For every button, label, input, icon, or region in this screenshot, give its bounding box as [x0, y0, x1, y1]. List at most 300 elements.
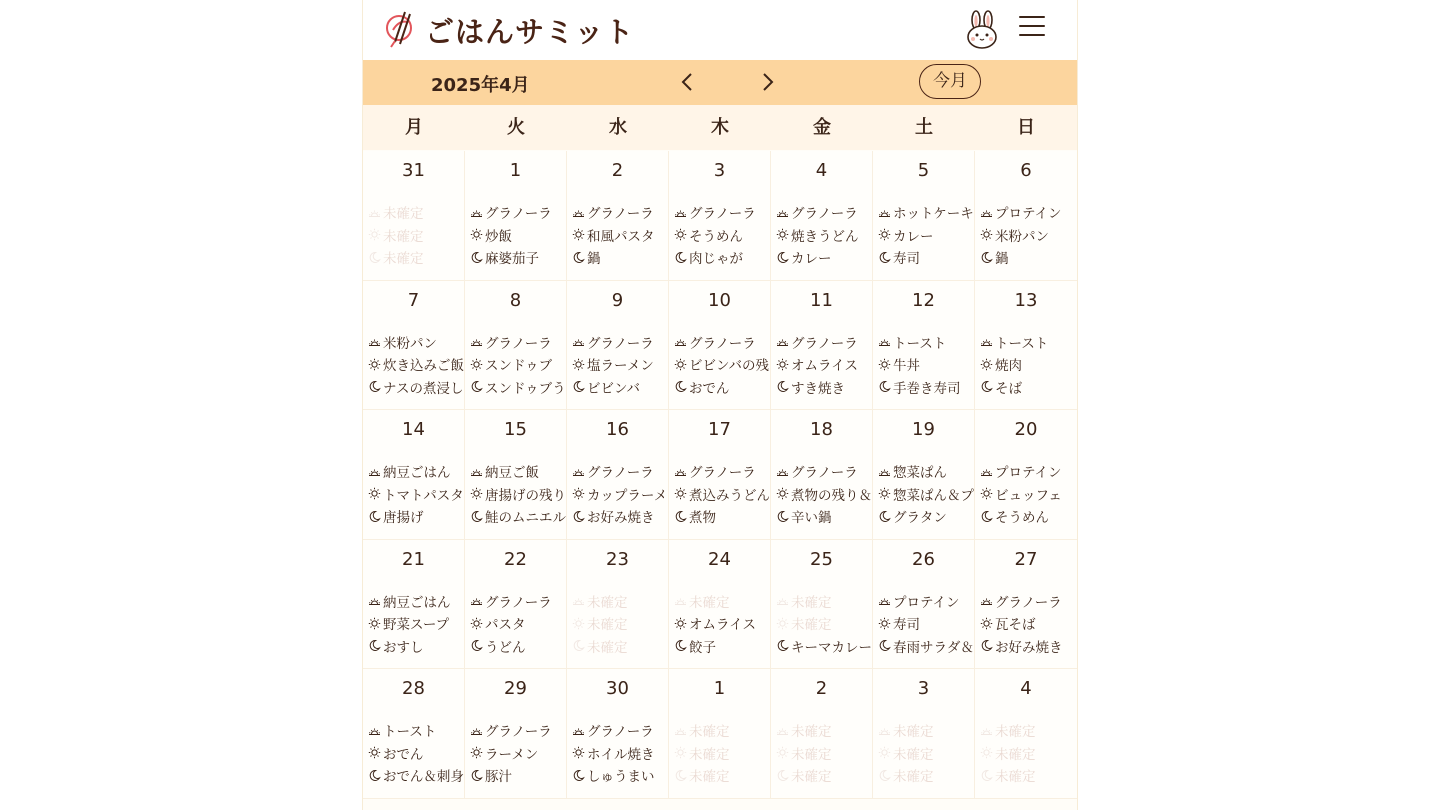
dinner-entry[interactable] — [878, 376, 974, 399]
sunrise-icon — [980, 465, 993, 478]
sunrise-icon — [776, 724, 789, 737]
meal-label: ビュッフェ — [995, 487, 1062, 504]
lunch-entry[interactable] — [674, 224, 770, 247]
meal-label: ビビンバの残 — [689, 358, 770, 375]
meal-label: すき焼き — [791, 380, 845, 397]
meal-label: お好み焼き — [995, 639, 1063, 656]
sunrise-icon — [674, 465, 687, 478]
sun-icon — [776, 746, 789, 759]
lunch-entry[interactable] — [470, 353, 566, 376]
dinner-entry[interactable] — [776, 635, 872, 658]
sun-icon — [368, 746, 381, 759]
meal-list — [878, 719, 974, 787]
dinner-entry[interactable] — [776, 376, 872, 399]
breakfast-entry[interactable] — [878, 719, 974, 742]
dinner-entry[interactable] — [980, 246, 1077, 269]
lunch-entry[interactable] — [572, 742, 668, 765]
sun-icon — [980, 746, 993, 759]
sun-icon — [776, 617, 789, 630]
lunch-entry[interactable] — [776, 353, 872, 376]
day-number: 12 — [912, 289, 935, 311]
weekday-thu: 木 — [711, 117, 729, 138]
meal-label: 塩ラーメン — [587, 358, 654, 375]
meal-label: 未確定 — [383, 251, 424, 268]
moon-icon — [776, 510, 789, 523]
dinner-entry[interactable] — [674, 764, 770, 787]
lunch-entry[interactable] — [572, 224, 668, 247]
rabbit-avatar-icon[interactable] — [963, 10, 1001, 50]
meal-label: しゅうまい — [587, 769, 655, 786]
lunch-entry[interactable] — [776, 483, 872, 506]
meal-list — [368, 719, 464, 787]
meal-list — [368, 201, 464, 269]
moon-icon — [674, 769, 687, 782]
calendar-day-cell[interactable] — [873, 669, 975, 799]
breakfast-entry[interactable] — [572, 590, 668, 613]
breakfast-entry[interactable] — [878, 590, 974, 613]
lunch-entry[interactable] — [368, 612, 464, 635]
moon-icon — [470, 639, 483, 652]
brand-title[interactable]: ごはんサミット — [425, 15, 635, 49]
calendar-day-cell[interactable] — [669, 410, 771, 540]
breakfast-entry[interactable] — [776, 201, 872, 224]
meal-label: キーマカレー — [791, 639, 872, 656]
meal-label: 煮物 — [689, 510, 716, 527]
dinner-entry[interactable] — [572, 246, 668, 269]
lunch-entry[interactable] — [572, 612, 668, 635]
moon-icon — [776, 380, 789, 393]
meal-label: 未確定 — [689, 594, 730, 611]
meal-list — [776, 331, 872, 399]
calendar-day-cell[interactable] — [975, 540, 1077, 670]
sunrise-icon — [368, 465, 381, 478]
dinner-entry[interactable] — [470, 376, 566, 399]
meal-label: グラノーラ — [689, 335, 756, 352]
calendar-day-cell[interactable] — [465, 410, 567, 540]
chevron-right-icon[interactable] — [756, 71, 778, 93]
dinner-entry[interactable] — [368, 246, 464, 269]
breakfast-entry[interactable] — [878, 331, 974, 354]
lunch-entry[interactable] — [674, 742, 770, 765]
lunch-entry[interactable] — [980, 483, 1077, 506]
lunch-entry[interactable] — [776, 224, 872, 247]
dinner-entry[interactable] — [776, 505, 872, 528]
top-bar — [363, 0, 1077, 60]
calendar-day-cell[interactable] — [567, 281, 669, 411]
meal-label: ビビンバ — [587, 380, 641, 397]
meal-label: プロテイン — [995, 206, 1062, 223]
meal-list — [572, 331, 668, 399]
calendar-day-cell[interactable] — [669, 151, 771, 281]
breakfast-entry[interactable] — [776, 460, 872, 483]
calendar-day-cell[interactable] — [363, 669, 465, 799]
day-number: 23 — [606, 548, 629, 570]
calendar-day-cell[interactable] — [669, 281, 771, 411]
day-number: 28 — [402, 678, 425, 699]
calendar-day-cell[interactable] — [567, 540, 669, 670]
calendar-day-cell[interactable] — [873, 151, 975, 281]
day-number: 29 — [504, 678, 527, 699]
meal-label: 手巻き寿司 — [893, 380, 961, 397]
calendar-day-cell[interactable] — [669, 669, 771, 799]
day-number: 16 — [606, 419, 629, 440]
dinner-entry[interactable] — [470, 246, 566, 269]
sun-icon — [776, 228, 789, 241]
breakfast-entry[interactable] — [368, 460, 464, 483]
moon-icon — [470, 510, 483, 523]
sun-icon — [572, 228, 585, 241]
lunch-entry[interactable] — [470, 483, 566, 506]
dinner-entry[interactable] — [368, 376, 464, 399]
breakfast-entry[interactable] — [674, 460, 770, 483]
day-number: 3 — [917, 678, 930, 699]
day-number: 17 — [708, 419, 731, 440]
dinner-entry[interactable] — [878, 764, 974, 787]
meal-label: グラタン — [893, 510, 947, 527]
weekday-sun: 日 — [1017, 117, 1035, 138]
meal-list — [674, 590, 770, 658]
breakfast-entry[interactable] — [980, 331, 1077, 354]
sun-icon — [572, 746, 585, 759]
dinner-entry[interactable] — [674, 635, 770, 658]
breakfast-entry[interactable] — [980, 201, 1077, 224]
dinner-entry[interactable] — [878, 246, 974, 269]
lunch-entry[interactable] — [776, 742, 872, 765]
dinner-entry[interactable] — [878, 505, 974, 528]
dinner-entry[interactable] — [572, 376, 668, 399]
dinner-entry[interactable] — [980, 376, 1077, 399]
moon-icon — [368, 510, 381, 523]
sunrise-icon — [980, 724, 993, 737]
lunch-entry[interactable] — [572, 483, 668, 506]
weekday-wed: 水 — [609, 117, 627, 138]
meal-label: お好み焼き — [587, 510, 655, 527]
sun-icon — [572, 487, 585, 500]
this-month-button[interactable]: 今月 — [919, 64, 981, 99]
lunch-entry[interactable] — [470, 224, 566, 247]
calendar-day-cell[interactable] — [465, 669, 567, 799]
calendar-day-cell[interactable] — [567, 151, 669, 281]
meal-label: 惣菜ぱん＆プ — [893, 487, 974, 504]
breakfast-entry[interactable] — [674, 590, 770, 613]
meal-label: 鍋 — [995, 251, 1009, 268]
breakfast-entry[interactable] — [572, 201, 668, 224]
meal-label: 未確定 — [587, 617, 628, 634]
meal-label: 和風パスタ — [587, 228, 655, 245]
moon-icon — [674, 380, 687, 393]
breakfast-entry[interactable] — [878, 201, 974, 224]
dinner-entry[interactable] — [674, 376, 770, 399]
sun-icon — [674, 617, 687, 630]
calendar-day-cell[interactable] — [873, 410, 975, 540]
dinner-entry[interactable] — [368, 505, 464, 528]
breakfast-entry[interactable] — [470, 590, 566, 613]
chevron-left-icon[interactable] — [677, 71, 699, 93]
meal-label: 未確定 — [587, 639, 628, 656]
lunch-entry[interactable] — [980, 353, 1077, 376]
meal-label: グラノーラ — [587, 724, 654, 741]
sun-icon — [878, 617, 891, 630]
breakfast-entry[interactable] — [470, 201, 566, 224]
lunch-entry[interactable] — [980, 224, 1077, 247]
dinner-entry[interactable] — [980, 635, 1077, 658]
moon-icon — [878, 380, 891, 393]
breakfast-entry[interactable] — [776, 331, 872, 354]
meal-label: カレー — [791, 251, 832, 268]
sun-icon — [572, 617, 585, 630]
breakfast-entry[interactable] — [470, 460, 566, 483]
sunrise-icon — [470, 465, 483, 478]
breakfast-entry[interactable] — [674, 719, 770, 742]
moon-icon — [572, 769, 585, 782]
dinner-entry[interactable] — [776, 764, 872, 787]
meal-label: 未確定 — [689, 769, 730, 786]
meal-label: 未確定 — [791, 746, 832, 763]
weekday-mon: 月 — [405, 117, 423, 138]
meal-label: 辛い鍋 — [791, 510, 832, 527]
dinner-entry[interactable] — [368, 764, 464, 787]
meal-label: グラノーラ — [689, 465, 756, 482]
breakfast-entry[interactable] — [980, 460, 1077, 483]
sun-icon — [776, 358, 789, 371]
lunch-entry[interactable] — [776, 612, 872, 635]
day-number: 1 — [713, 678, 726, 699]
lunch-entry[interactable] — [878, 742, 974, 765]
moon-icon — [368, 639, 381, 652]
day-number: 26 — [912, 548, 935, 570]
sunrise-icon — [878, 465, 891, 478]
lunch-entry[interactable] — [674, 483, 770, 506]
lunch-entry[interactable] — [878, 224, 974, 247]
lunch-entry[interactable] — [572, 353, 668, 376]
sun-icon — [368, 487, 381, 500]
breakfast-entry[interactable] — [470, 719, 566, 742]
meal-label: 未確定 — [689, 724, 730, 741]
meal-label: おでん — [383, 746, 424, 763]
calendar-day-cell[interactable] — [363, 540, 465, 670]
breakfast-entry[interactable] — [878, 460, 974, 483]
sun-icon — [980, 617, 993, 630]
calendar-day-cell[interactable] — [771, 669, 873, 799]
calendar-day-cell[interactable] — [567, 669, 669, 799]
moon-icon — [470, 769, 483, 782]
day-number: 4 — [1020, 678, 1032, 699]
moon-icon — [776, 251, 789, 264]
meal-label: 煮込みうどん — [689, 487, 770, 504]
sun-icon — [470, 746, 483, 759]
breakfast-entry[interactable] — [572, 460, 668, 483]
sun-icon — [470, 617, 483, 630]
meal-label: グラノーラ — [791, 206, 858, 223]
day-number: 13 — [1014, 289, 1038, 311]
rice-bowl-logo-icon[interactable] — [385, 10, 417, 48]
breakfast-entry[interactable] — [368, 331, 464, 354]
meal-list — [674, 201, 770, 269]
dinner-entry[interactable] — [878, 635, 974, 658]
dinner-entry[interactable] — [368, 635, 464, 658]
day-number: 5 — [917, 160, 930, 181]
meal-label: ホイル焼き — [587, 746, 655, 763]
sun-icon — [572, 358, 585, 371]
calendar-day-cell[interactable] — [771, 281, 873, 411]
lunch-entry[interactable] — [368, 353, 464, 376]
sun-icon — [470, 228, 483, 241]
breakfast-entry[interactable] — [674, 201, 770, 224]
calendar-day-cell[interactable] — [873, 281, 975, 411]
meal-list — [980, 719, 1077, 787]
hamburger-menu-icon[interactable] — [1019, 16, 1045, 42]
dinner-entry[interactable] — [470, 505, 566, 528]
meal-label: グラノーラ — [587, 335, 654, 352]
day-number: 8 — [509, 289, 522, 311]
calendar-day-cell[interactable] — [465, 151, 567, 281]
calendar-day-cell[interactable] — [363, 151, 465, 281]
moon-icon — [776, 769, 789, 782]
lunch-entry[interactable] — [878, 353, 974, 376]
day-number: 18 — [810, 419, 833, 440]
dinner-entry[interactable] — [980, 505, 1077, 528]
breakfast-entry[interactable] — [368, 719, 464, 742]
breakfast-entry[interactable] — [368, 201, 464, 224]
breakfast-entry[interactable] — [980, 590, 1077, 613]
dinner-entry[interactable] — [572, 505, 668, 528]
calendar-day-cell[interactable] — [975, 151, 1077, 281]
lunch-entry[interactable] — [470, 742, 566, 765]
dinner-entry[interactable] — [470, 635, 566, 658]
calendar-day-cell[interactable] — [465, 281, 567, 411]
sunrise-icon — [368, 206, 381, 219]
moon-icon — [878, 510, 891, 523]
day-number: 27 — [1014, 548, 1038, 570]
day-number: 3 — [713, 160, 726, 181]
meal-list — [674, 460, 770, 528]
dinner-entry[interactable] — [674, 505, 770, 528]
meal-label: 未確定 — [383, 206, 424, 223]
meal-list — [980, 460, 1077, 528]
weekday-header — [363, 105, 1077, 150]
meal-label: 未確定 — [791, 724, 832, 741]
meal-label: 納豆ご飯 — [485, 465, 539, 482]
day-number: 4 — [815, 160, 828, 181]
calendar-day-cell[interactable] — [975, 410, 1077, 540]
meal-label: おでん＆刺身 — [383, 769, 464, 786]
app-frame — [362, 0, 1078, 810]
meal-label: 米粉パン — [995, 228, 1049, 245]
meal-label: ホットケーキ — [893, 206, 974, 223]
meal-list — [980, 201, 1077, 269]
moon-icon — [980, 251, 993, 264]
lunch-entry[interactable] — [674, 353, 770, 376]
sunrise-icon — [572, 465, 585, 478]
month-title: 2025年4月 — [431, 75, 530, 96]
dinner-entry[interactable] — [470, 764, 566, 787]
meal-label: プロテイン — [995, 465, 1062, 482]
sunrise-icon — [470, 594, 483, 607]
meal-label: そば — [995, 380, 1022, 397]
meal-list — [470, 590, 566, 658]
breakfast-entry[interactable] — [572, 331, 668, 354]
lunch-entry[interactable] — [980, 612, 1077, 635]
day-number: 24 — [708, 548, 731, 570]
calendar-day-cell[interactable] — [567, 410, 669, 540]
sunrise-icon — [674, 594, 687, 607]
meal-label: 納豆ごはん — [383, 594, 451, 611]
breakfast-entry[interactable] — [572, 719, 668, 742]
calendar-day-cell[interactable] — [363, 410, 465, 540]
meal-label: 納豆ごはん — [383, 465, 451, 482]
meal-label: そうめん — [689, 228, 743, 245]
lunch-entry[interactable] — [980, 742, 1077, 765]
moon-icon — [878, 251, 891, 264]
moon-icon — [368, 769, 381, 782]
sun-icon — [674, 228, 687, 241]
calendar-day-cell[interactable] — [975, 669, 1077, 799]
lunch-entry[interactable] — [368, 483, 464, 506]
day-number: 15 — [504, 419, 527, 440]
sunrise-icon — [572, 335, 585, 348]
dinner-entry[interactable] — [674, 246, 770, 269]
lunch-entry[interactable] — [368, 224, 464, 247]
calendar-day-cell[interactable] — [975, 281, 1077, 411]
meal-label: グラノーラ — [485, 335, 552, 352]
meal-label: 寿司 — [893, 251, 920, 268]
calendar-day-cell[interactable] — [363, 281, 465, 411]
meal-label: ナスの煮浸し — [383, 380, 464, 397]
breakfast-entry[interactable] — [776, 590, 872, 613]
breakfast-entry[interactable] — [776, 719, 872, 742]
meal-list — [470, 331, 566, 399]
meal-label: 炒飯 — [485, 228, 512, 245]
day-number: 2 — [611, 160, 624, 181]
meal-list — [776, 719, 872, 787]
moon-icon — [572, 510, 585, 523]
calendar-day-cell[interactable] — [873, 540, 975, 670]
dinner-entry[interactable] — [980, 764, 1077, 787]
meal-label: 肉じゃが — [689, 251, 743, 268]
dinner-entry[interactable] — [572, 635, 668, 658]
calendar-day-cell[interactable] — [771, 151, 873, 281]
breakfast-entry[interactable] — [980, 719, 1077, 742]
moon-icon — [674, 510, 687, 523]
sun-icon — [674, 746, 687, 759]
breakfast-entry[interactable] — [470, 331, 566, 354]
dinner-entry[interactable] — [572, 764, 668, 787]
lunch-entry[interactable] — [674, 612, 770, 635]
moon-icon — [980, 639, 993, 652]
sunrise-icon — [572, 594, 585, 607]
meal-label: そうめん — [995, 510, 1049, 527]
meal-label: 米粉パン — [383, 335, 437, 352]
meal-list — [980, 590, 1077, 658]
lunch-entry[interactable] — [470, 612, 566, 635]
sunrise-icon — [776, 594, 789, 607]
lunch-entry[interactable] — [878, 612, 974, 635]
dinner-entry[interactable] — [776, 246, 872, 269]
calendar-day-cell[interactable] — [465, 540, 567, 670]
meal-label: 鍋 — [587, 251, 601, 268]
calendar-day-cell[interactable] — [771, 540, 873, 670]
breakfast-entry[interactable] — [674, 331, 770, 354]
lunch-entry[interactable] — [368, 742, 464, 765]
calendar-day-cell[interactable] — [669, 540, 771, 670]
sunrise-icon — [980, 594, 993, 607]
meal-label: 惣菜ぱん — [893, 465, 947, 482]
meal-label: プロテイン — [893, 594, 960, 611]
lunch-entry[interactable] — [878, 483, 974, 506]
breakfast-entry[interactable] — [368, 590, 464, 613]
calendar-day-cell[interactable] — [771, 410, 873, 540]
sun-icon — [470, 358, 483, 371]
